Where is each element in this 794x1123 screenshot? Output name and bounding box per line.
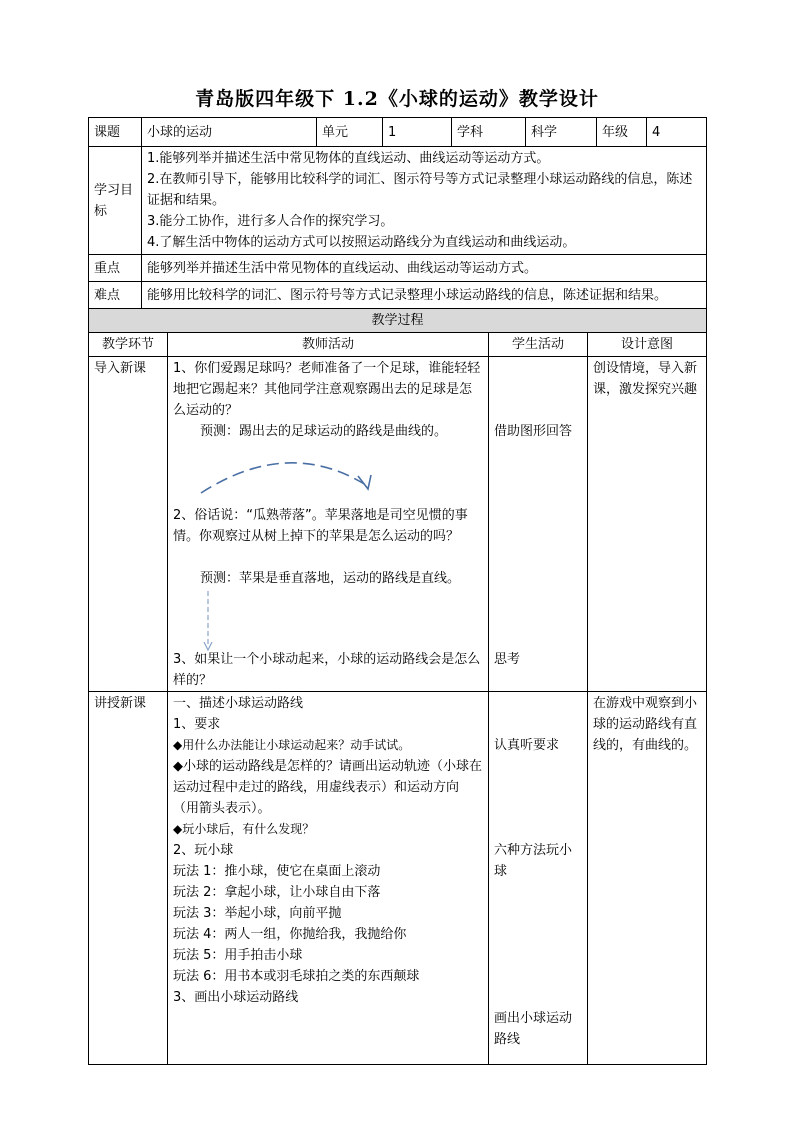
difficulty-label: 难点 bbox=[89, 282, 142, 309]
goal-item: 4.了解生活中物体的运动方式可以按照运动路线分为直线运动和曲线运动。 bbox=[147, 235, 576, 250]
process-table bbox=[88, 308, 707, 1065]
intro-teacher-activity bbox=[168, 357, 489, 692]
intro-student-answer-1: 借助图形回答 bbox=[494, 424, 573, 439]
straight-path-diagram bbox=[202, 589, 216, 653]
requirement-bullet-2: ◆小球的运动路线是怎样的？请画出运动轨迹（小球在运动过程中走过的路线，用虚线表示）和运动方向（用箭头表示）。 bbox=[173, 759, 482, 816]
intro-prediction-1: 预测：踢出去的足球运动的路线是曲线的。 bbox=[200, 424, 448, 439]
page-title: 青岛版四年级下 1.2《小球的运动》教学设计 bbox=[195, 88, 599, 110]
play-method-5: 玩法 5：用手拍击小球 bbox=[173, 948, 303, 963]
lecture-student-answer-2: 六种方法玩小球 bbox=[494, 843, 573, 879]
play-method-4: 玩法 4：两人一组，你抛给我，我抛给你 bbox=[173, 927, 407, 942]
process-title: 教学过程 bbox=[89, 309, 707, 333]
intro-stage: 导入新课 bbox=[89, 357, 168, 692]
column-header-intent: 设计意图 bbox=[588, 333, 707, 357]
subject-label: 学科 bbox=[452, 118, 526, 147]
subject-value: 科学 bbox=[526, 118, 597, 147]
goal-item: 2.在教师引导下，能够用比较科学的词汇、图示符号等方式记录整理小球运动路线的信息，陈述证据和结果。 bbox=[147, 172, 693, 208]
key-point-label: 重点 bbox=[89, 255, 142, 282]
goal-item: 3.能分工协作，进行多人合作的探究学习。 bbox=[147, 214, 394, 229]
lecture-student-activity bbox=[489, 692, 588, 1065]
intro-prediction-2: 预测：苹果是垂直落地，运动的路线是直线。 bbox=[200, 571, 461, 586]
goals-content bbox=[142, 147, 707, 255]
requirement-bullet-3: ◆玩小球后，有什么发现？ bbox=[173, 822, 315, 836]
lecture-stage: 讲授新课 bbox=[89, 692, 168, 1065]
lecture-design-intent: 在游戏中观察到小球的运动路线有直线的，有曲线的。 bbox=[588, 692, 707, 1065]
unit-label: 单元 bbox=[317, 118, 383, 147]
lesson-plan-table bbox=[88, 117, 706, 1065]
play-method-2: 玩法 2：拿起小球，让小球自由下落 bbox=[173, 885, 381, 900]
key-point-value: 能够列举并描述生活中常见物体的直线运动、曲线运动等运动方式。 bbox=[142, 255, 707, 282]
lecture-heading-1: 一、描述小球运动路线 bbox=[173, 696, 304, 711]
lecture-student-answer-3: 画出小球运动路线 bbox=[494, 1011, 573, 1047]
goals-label: 学习目标 bbox=[89, 147, 142, 255]
grade-value: 4 bbox=[647, 118, 707, 147]
intro-question-2: 2、俗话说：“瓜熟蒂落”。苹果落地是司空见惯的事情。你观察过从树上掉下的苹果是怎么运动的吗？ bbox=[173, 508, 468, 544]
column-header-teacher: 教师活动 bbox=[168, 333, 489, 357]
intro-question-1: 1、你们爱踢足球吗？老师准备了一个足球，谁能轻轻地把它踢起来？其他同学注意观察踢出去的足球是怎么运动的？ bbox=[173, 361, 481, 418]
difficulty-value: 能够用比较科学的词汇、图示符号等方式记录整理小球运动路线的信息，陈述证据和结果。 bbox=[142, 282, 707, 309]
goal-item: 1.能够列举并描述生活中常见物体的直线运动、曲线运动等运动方式。 bbox=[147, 151, 550, 166]
grade-label: 年级 bbox=[597, 118, 647, 147]
lecture-heading-2: 1、要求 bbox=[173, 717, 221, 732]
course-label: 课题 bbox=[89, 118, 142, 147]
column-header-stage: 教学环节 bbox=[89, 333, 168, 357]
play-method-3: 玩法 3：举起小球，向前平抛 bbox=[173, 906, 342, 921]
column-header-student: 学生活动 bbox=[489, 333, 588, 357]
lecture-teacher-activity bbox=[168, 692, 489, 1065]
lecture-heading-4: 3、画出小球运动路线 bbox=[173, 990, 299, 1005]
curve-path-diagram bbox=[198, 451, 378, 499]
lecture-student-answer-1: 认真听要求 bbox=[494, 738, 560, 753]
lecture-heading-3: 2、玩小球 bbox=[173, 843, 234, 858]
course-value: 小球的运动 bbox=[142, 118, 317, 147]
requirement-bullet-1: ◆用什么办法能让小球运动起来？动手试试。 bbox=[173, 738, 411, 752]
play-method-6: 玩法 6：用书本或羽毛球拍之类的东西颠球 bbox=[173, 969, 420, 984]
intro-student-activity bbox=[489, 357, 588, 692]
intro-design-intent: 创设情境，导入新课，激发探究兴趣 bbox=[588, 357, 707, 692]
unit-value: 1 bbox=[383, 118, 452, 147]
play-method-1: 玩法 1：推小球，使它在桌面上滚动 bbox=[173, 864, 381, 879]
info-table bbox=[88, 117, 707, 309]
intro-question-3: 3、如果让一个小球动起来，小球的运动路线会是怎么样的？ bbox=[173, 652, 481, 688]
intro-student-answer-2: 思考 bbox=[494, 652, 521, 667]
